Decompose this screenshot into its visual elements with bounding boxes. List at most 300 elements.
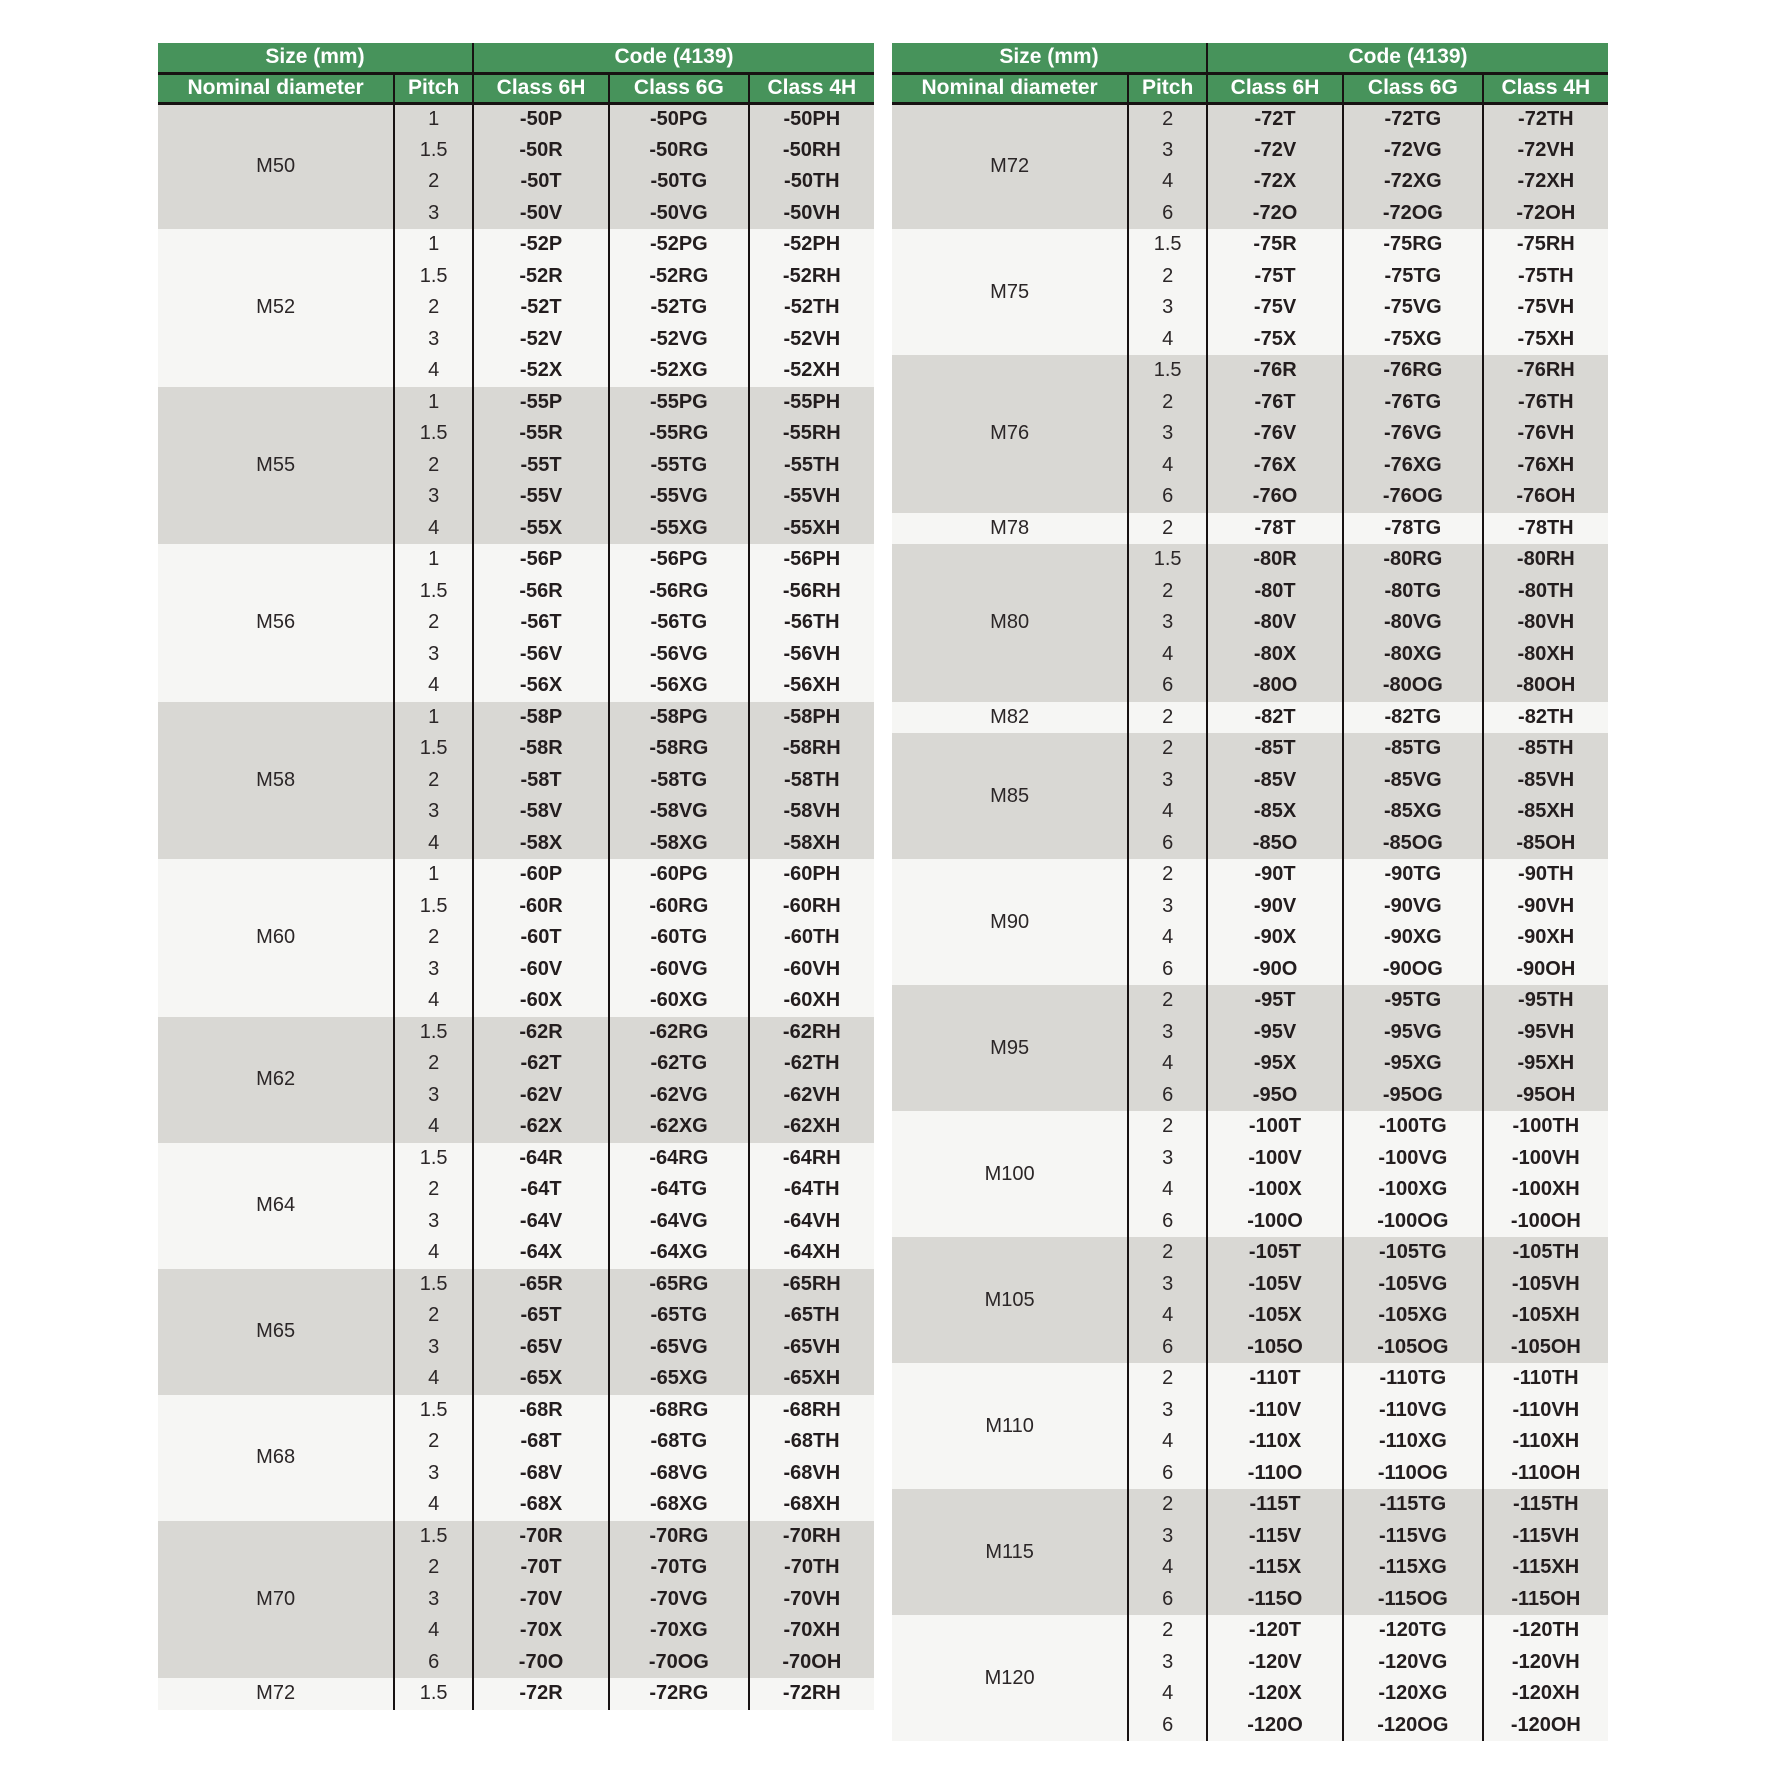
code-class-4h-cell: -110VH xyxy=(1483,1395,1608,1427)
pitch-cell: 4 xyxy=(1128,922,1207,954)
code-class-4h-cell: -56RH xyxy=(749,576,874,608)
pitch-cell: 3 xyxy=(1128,1395,1207,1427)
code-class-6g-cell: -90VG xyxy=(1343,891,1483,923)
pitch-cell: 4 xyxy=(1128,796,1207,828)
code-class-6h-cell: -90O xyxy=(1207,954,1343,986)
code-class-6h-cell: -115O xyxy=(1207,1584,1343,1616)
table-row xyxy=(892,103,1608,135)
pitch-cell: 2 xyxy=(394,166,473,198)
nominal-diameter-cell: M82 xyxy=(892,702,1128,734)
code-class-4h-cell: -62RH xyxy=(749,1017,874,1049)
code-class-6g-cell: -52TG xyxy=(609,292,749,324)
code-class-6h-cell: -70T xyxy=(473,1552,609,1584)
nominal-diameter-cell: M90 xyxy=(892,859,1128,985)
code-class-6g-cell: -52XG xyxy=(609,355,749,387)
pitch-cell: 3 xyxy=(394,481,473,513)
col-header-class-4h: Class 4H xyxy=(1483,73,1608,103)
code-class-6h-cell: -56R xyxy=(473,576,609,608)
code-class-6h-cell: -50V xyxy=(473,198,609,230)
table-row xyxy=(892,1363,1608,1395)
code-class-4h-cell: -50PH xyxy=(749,103,874,135)
code-class-4h-cell: -65TH xyxy=(749,1300,874,1332)
code-class-6g-cell: -80TG xyxy=(1343,576,1483,608)
pitch-cell: 6 xyxy=(1128,828,1207,860)
code-class-6h-cell: -76R xyxy=(1207,355,1343,387)
code-class-4h-cell: -64XH xyxy=(749,1237,874,1269)
code-class-4h-cell: -64VH xyxy=(749,1206,874,1238)
code-class-4h-cell: -72TH xyxy=(1483,103,1608,135)
code-group-header: Code (4139) xyxy=(473,43,874,73)
nominal-diameter-cell: M80 xyxy=(892,544,1128,702)
table-row xyxy=(892,1237,1608,1269)
code-class-6g-cell: -68RG xyxy=(609,1395,749,1427)
code-class-6g-cell: -120TG xyxy=(1343,1615,1483,1647)
code-class-4h-cell: -68XH xyxy=(749,1489,874,1521)
code-class-6g-cell: -105TG xyxy=(1343,1237,1483,1269)
code-class-6h-cell: -80V xyxy=(1207,607,1343,639)
code-class-4h-cell: -62VH xyxy=(749,1080,874,1112)
pitch-cell: 4 xyxy=(394,1615,473,1647)
code-class-6h-cell: -80O xyxy=(1207,670,1343,702)
code-class-6g-cell: -105OG xyxy=(1343,1332,1483,1364)
pitch-cell: 3 xyxy=(394,1206,473,1238)
code-class-6h-cell: -52R xyxy=(473,261,609,293)
code-class-6g-cell: -70TG xyxy=(609,1552,749,1584)
pitch-cell: 4 xyxy=(1128,166,1207,198)
code-class-6g-cell: -90TG xyxy=(1343,859,1483,891)
pitch-cell: 1.5 xyxy=(1128,229,1207,261)
pitch-cell: 2 xyxy=(1128,859,1207,891)
code-class-6g-cell: -58TG xyxy=(609,765,749,797)
pitch-cell: 4 xyxy=(1128,1048,1207,1080)
code-class-6h-cell: -95V xyxy=(1207,1017,1343,1049)
pitch-cell: 2 xyxy=(1128,702,1207,734)
code-class-6h-cell: -100T xyxy=(1207,1111,1343,1143)
pitch-cell: 1 xyxy=(394,544,473,576)
code-class-6g-cell: -50PG xyxy=(609,103,749,135)
code-class-6g-cell: -68VG xyxy=(609,1458,749,1490)
code-class-6h-cell: -76O xyxy=(1207,481,1343,513)
code-class-6h-cell: -90T xyxy=(1207,859,1343,891)
code-class-6h-cell: -90X xyxy=(1207,922,1343,954)
pitch-cell: 1.5 xyxy=(394,418,473,450)
code-class-6h-cell: -105V xyxy=(1207,1269,1343,1301)
code-class-6g-cell: -80RG xyxy=(1343,544,1483,576)
pitch-cell: 2 xyxy=(394,765,473,797)
code-class-6h-cell: -58R xyxy=(473,733,609,765)
nominal-diameter-cell: M85 xyxy=(892,733,1128,859)
code-class-6g-cell: -115TG xyxy=(1343,1489,1483,1521)
code-class-6g-cell: -68XG xyxy=(609,1489,749,1521)
code-class-6g-cell: -115XG xyxy=(1343,1552,1483,1584)
code-class-6h-cell: -85X xyxy=(1207,796,1343,828)
col-header-class-6g: Class 6G xyxy=(1343,73,1483,103)
code-class-6g-cell: -65XG xyxy=(609,1363,749,1395)
pitch-cell: 2 xyxy=(394,1426,473,1458)
code-class-4h-cell: -105VH xyxy=(1483,1269,1608,1301)
code-class-4h-cell: -55RH xyxy=(749,418,874,450)
code-class-4h-cell: -75XH xyxy=(1483,324,1608,356)
table-row xyxy=(892,985,1608,1017)
pitch-cell: 3 xyxy=(394,639,473,671)
table-row xyxy=(892,733,1608,765)
code-class-4h-cell: -75TH xyxy=(1483,261,1608,293)
code-class-4h-cell: -120TH xyxy=(1483,1615,1608,1647)
pitch-cell: 2 xyxy=(1128,1489,1207,1521)
code-class-6h-cell: -75T xyxy=(1207,261,1343,293)
pitch-cell: 1 xyxy=(394,229,473,261)
code-class-6h-cell: -75X xyxy=(1207,324,1343,356)
table-row xyxy=(892,229,1608,261)
code-class-6h-cell: -50P xyxy=(473,103,609,135)
code-class-6g-cell: -56PG xyxy=(609,544,749,576)
table-body xyxy=(892,103,1608,1741)
pitch-cell: 4 xyxy=(394,985,473,1017)
code-class-4h-cell: -70RH xyxy=(749,1521,874,1553)
code-class-6h-cell: -56V xyxy=(473,639,609,671)
code-class-6h-cell: -72X xyxy=(1207,166,1343,198)
code-class-6g-cell: -76VG xyxy=(1343,418,1483,450)
code-class-6h-cell: -80X xyxy=(1207,639,1343,671)
code-class-4h-cell: -68TH xyxy=(749,1426,874,1458)
pitch-cell: 6 xyxy=(394,1647,473,1679)
code-class-6h-cell: -60R xyxy=(473,891,609,923)
code-class-6h-cell: -50R xyxy=(473,135,609,167)
code-class-6g-cell: -82TG xyxy=(1343,702,1483,734)
nominal-diameter-cell: M52 xyxy=(158,229,394,387)
pitch-cell: 3 xyxy=(1128,135,1207,167)
code-class-6g-cell: -75VG xyxy=(1343,292,1483,324)
code-class-6g-cell: -100VG xyxy=(1343,1143,1483,1175)
code-class-6g-cell: -76XG xyxy=(1343,450,1483,482)
col-header-nominal-diameter: Nominal diameter xyxy=(158,73,394,103)
code-group-header: Code (4139) xyxy=(1207,43,1608,73)
code-class-4h-cell: -52XH xyxy=(749,355,874,387)
code-class-4h-cell: -72RH xyxy=(749,1678,874,1710)
code-class-4h-cell: -80VH xyxy=(1483,607,1608,639)
pitch-cell: 6 xyxy=(1128,1332,1207,1364)
code-class-4h-cell: -72XH xyxy=(1483,166,1608,198)
code-class-6h-cell: -65X xyxy=(473,1363,609,1395)
code-class-6h-cell: -120T xyxy=(1207,1615,1343,1647)
code-class-4h-cell: -58VH xyxy=(749,796,874,828)
table-row xyxy=(158,544,874,576)
code-class-6h-cell: -72T xyxy=(1207,103,1343,135)
code-class-6g-cell: -80OG xyxy=(1343,670,1483,702)
pitch-cell: 2 xyxy=(1128,1237,1207,1269)
code-class-6h-cell: -52P xyxy=(473,229,609,261)
code-class-6g-cell: -85TG xyxy=(1343,733,1483,765)
code-class-6h-cell: -82T xyxy=(1207,702,1343,734)
code-class-6h-cell: -75V xyxy=(1207,292,1343,324)
code-class-6g-cell: -85OG xyxy=(1343,828,1483,860)
code-class-4h-cell: -60PH xyxy=(749,859,874,891)
col-header-class-6g: Class 6G xyxy=(609,73,749,103)
code-class-4h-cell: -52PH xyxy=(749,229,874,261)
code-class-6g-cell: -110OG xyxy=(1343,1458,1483,1490)
code-class-6h-cell: -85O xyxy=(1207,828,1343,860)
col-header-nominal-diameter: Nominal diameter xyxy=(892,73,1128,103)
code-class-4h-cell: -78TH xyxy=(1483,513,1608,545)
code-class-4h-cell: -60RH xyxy=(749,891,874,923)
code-class-6h-cell: -58X xyxy=(473,828,609,860)
code-class-6h-cell: -70O xyxy=(473,1647,609,1679)
code-class-4h-cell: -105XH xyxy=(1483,1300,1608,1332)
pitch-cell: 2 xyxy=(394,1552,473,1584)
nominal-diameter-cell: M115 xyxy=(892,1489,1128,1615)
code-class-6g-cell: -120XG xyxy=(1343,1678,1483,1710)
code-class-4h-cell: -95TH xyxy=(1483,985,1608,1017)
pitch-cell: 4 xyxy=(394,1489,473,1521)
code-class-6h-cell: -62R xyxy=(473,1017,609,1049)
table-row xyxy=(892,1489,1608,1521)
code-class-6h-cell: -105X xyxy=(1207,1300,1343,1332)
code-class-6g-cell: -110VG xyxy=(1343,1395,1483,1427)
code-class-6h-cell: -60X xyxy=(473,985,609,1017)
code-class-6h-cell: -62X xyxy=(473,1111,609,1143)
code-class-4h-cell: -56PH xyxy=(749,544,874,576)
code-class-6g-cell: -58XG xyxy=(609,828,749,860)
nominal-diameter-cell: M65 xyxy=(158,1269,394,1395)
code-class-4h-cell: -120VH xyxy=(1483,1647,1608,1679)
code-class-4h-cell: -76TH xyxy=(1483,387,1608,419)
code-class-4h-cell: -115TH xyxy=(1483,1489,1608,1521)
code-class-6g-cell: -65TG xyxy=(609,1300,749,1332)
pitch-cell: 2 xyxy=(394,450,473,482)
code-class-6h-cell: -64X xyxy=(473,1237,609,1269)
code-class-4h-cell: -62XH xyxy=(749,1111,874,1143)
code-class-4h-cell: -82TH xyxy=(1483,702,1608,734)
code-class-6g-cell: -115VG xyxy=(1343,1521,1483,1553)
code-class-4h-cell: -90VH xyxy=(1483,891,1608,923)
code-class-4h-cell: -85XH xyxy=(1483,796,1608,828)
code-class-6h-cell: -115X xyxy=(1207,1552,1343,1584)
code-class-4h-cell: -80XH xyxy=(1483,639,1608,671)
pitch-cell: 2 xyxy=(1128,576,1207,608)
pitch-cell: 2 xyxy=(1128,1615,1207,1647)
pitch-cell: 4 xyxy=(1128,1174,1207,1206)
code-class-4h-cell: -75VH xyxy=(1483,292,1608,324)
code-class-6g-cell: -80VG xyxy=(1343,607,1483,639)
code-class-4h-cell: -55TH xyxy=(749,450,874,482)
code-class-4h-cell: -50RH xyxy=(749,135,874,167)
code-class-4h-cell: -85VH xyxy=(1483,765,1608,797)
code-class-6g-cell: -72XG xyxy=(1343,166,1483,198)
code-class-6h-cell: -62T xyxy=(473,1048,609,1080)
code-class-6g-cell: -62RG xyxy=(609,1017,749,1049)
pitch-cell: 4 xyxy=(1128,1300,1207,1332)
code-class-4h-cell: -55XH xyxy=(749,513,874,545)
pitch-cell: 2 xyxy=(1128,1363,1207,1395)
code-class-6h-cell: -110X xyxy=(1207,1426,1343,1458)
code-class-6h-cell: -100X xyxy=(1207,1174,1343,1206)
code-class-6g-cell: -110TG xyxy=(1343,1363,1483,1395)
nominal-diameter-cell: M58 xyxy=(158,702,394,860)
code-class-4h-cell: -58PH xyxy=(749,702,874,734)
code-class-6g-cell: -70RG xyxy=(609,1521,749,1553)
code-class-6h-cell: -85T xyxy=(1207,733,1343,765)
pitch-cell: 3 xyxy=(394,1080,473,1112)
pitch-cell: 4 xyxy=(394,1237,473,1269)
code-class-6h-cell: -120V xyxy=(1207,1647,1343,1679)
code-class-6h-cell: -70X xyxy=(473,1615,609,1647)
code-class-4h-cell: -115VH xyxy=(1483,1521,1608,1553)
table-row xyxy=(158,859,874,891)
col-header-class-6h: Class 6H xyxy=(1207,73,1343,103)
code-class-6g-cell: -56XG xyxy=(609,670,749,702)
table-row xyxy=(158,1017,874,1049)
pitch-cell: 2 xyxy=(394,1048,473,1080)
pitch-cell: 1.5 xyxy=(394,1521,473,1553)
pitch-cell: 1 xyxy=(394,103,473,135)
code-class-4h-cell: -52TH xyxy=(749,292,874,324)
code-class-6h-cell: -52X xyxy=(473,355,609,387)
table-row xyxy=(892,1615,1608,1647)
code-class-4h-cell: -110TH xyxy=(1483,1363,1608,1395)
code-class-4h-cell: -120XH xyxy=(1483,1678,1608,1710)
code-class-6h-cell: -68R xyxy=(473,1395,609,1427)
code-class-4h-cell: -100XH xyxy=(1483,1174,1608,1206)
table-row xyxy=(892,859,1608,891)
code-class-4h-cell: -95OH xyxy=(1483,1080,1608,1112)
code-class-6h-cell: -68V xyxy=(473,1458,609,1490)
code-class-6g-cell: -65RG xyxy=(609,1269,749,1301)
code-class-4h-cell: -60XH xyxy=(749,985,874,1017)
code-class-6g-cell: -64RG xyxy=(609,1143,749,1175)
code-class-6g-cell: -95OG xyxy=(1343,1080,1483,1112)
size-group-header: Size (mm) xyxy=(892,43,1207,73)
code-class-6h-cell: -50T xyxy=(473,166,609,198)
col-header-pitch: Pitch xyxy=(1128,73,1207,103)
code-class-6g-cell: -95XG xyxy=(1343,1048,1483,1080)
pitch-cell: 2 xyxy=(1128,733,1207,765)
code-class-6g-cell: -60PG xyxy=(609,859,749,891)
code-class-4h-cell: -115OH xyxy=(1483,1584,1608,1616)
nominal-diameter-cell: M62 xyxy=(158,1017,394,1143)
pitch-cell: 3 xyxy=(1128,292,1207,324)
code-class-4h-cell: -105OH xyxy=(1483,1332,1608,1364)
code-class-6g-cell: -95TG xyxy=(1343,985,1483,1017)
code-class-6g-cell: -95VG xyxy=(1343,1017,1483,1049)
nominal-diameter-cell: M72 xyxy=(892,103,1128,229)
code-class-6g-cell: -52PG xyxy=(609,229,749,261)
table-row xyxy=(158,1143,874,1175)
nominal-diameter-cell: M60 xyxy=(158,859,394,1017)
code-class-6h-cell: -85V xyxy=(1207,765,1343,797)
table-body xyxy=(158,103,874,1710)
code-class-4h-cell: -62TH xyxy=(749,1048,874,1080)
table-row xyxy=(158,1269,874,1301)
pitch-cell: 3 xyxy=(1128,765,1207,797)
code-class-4h-cell: -120OH xyxy=(1483,1710,1608,1742)
pitch-cell: 2 xyxy=(394,1174,473,1206)
code-class-4h-cell: -90OH xyxy=(1483,954,1608,986)
code-class-4h-cell: -56XH xyxy=(749,670,874,702)
nominal-diameter-cell: M78 xyxy=(892,513,1128,545)
code-class-6h-cell: -72V xyxy=(1207,135,1343,167)
pitch-cell: 3 xyxy=(394,1584,473,1616)
pitch-cell: 1.5 xyxy=(394,576,473,608)
code-class-4h-cell: -56TH xyxy=(749,607,874,639)
code-class-6h-cell: -115V xyxy=(1207,1521,1343,1553)
code-class-6g-cell: -64XG xyxy=(609,1237,749,1269)
code-class-6g-cell: -90XG xyxy=(1343,922,1483,954)
code-class-4h-cell: -52VH xyxy=(749,324,874,356)
col-header-class-4h: Class 4H xyxy=(749,73,874,103)
nominal-diameter-cell: M70 xyxy=(158,1521,394,1679)
code-class-4h-cell: -75RH xyxy=(1483,229,1608,261)
pitch-cell: 4 xyxy=(394,828,473,860)
code-class-6g-cell: -120VG xyxy=(1343,1647,1483,1679)
pitch-cell: 2 xyxy=(1128,387,1207,419)
code-class-6h-cell: -60V xyxy=(473,954,609,986)
pitch-cell: 3 xyxy=(1128,1269,1207,1301)
pitch-cell: 3 xyxy=(394,324,473,356)
code-class-6h-cell: -68X xyxy=(473,1489,609,1521)
nominal-diameter-cell: M76 xyxy=(892,355,1128,513)
code-class-6g-cell: -85VG xyxy=(1343,765,1483,797)
code-class-4h-cell: -70XH xyxy=(749,1615,874,1647)
code-class-6h-cell: -95T xyxy=(1207,985,1343,1017)
code-class-6g-cell: -55VG xyxy=(609,481,749,513)
code-class-4h-cell: -60TH xyxy=(749,922,874,954)
code-class-6h-cell: -80R xyxy=(1207,544,1343,576)
code-class-4h-cell: -85TH xyxy=(1483,733,1608,765)
code-class-6g-cell: -62VG xyxy=(609,1080,749,1112)
code-class-6g-cell: -50RG xyxy=(609,135,749,167)
code-class-6h-cell: -90V xyxy=(1207,891,1343,923)
pitch-cell: 6 xyxy=(1128,1710,1207,1742)
pitch-cell: 1 xyxy=(394,387,473,419)
code-class-6g-cell: -115OG xyxy=(1343,1584,1483,1616)
code-class-6h-cell: -110O xyxy=(1207,1458,1343,1490)
code-class-6h-cell: -62V xyxy=(473,1080,609,1112)
nominal-diameter-cell: M50 xyxy=(158,103,394,229)
code-class-4h-cell: -70OH xyxy=(749,1647,874,1679)
code-class-4h-cell: -58RH xyxy=(749,733,874,765)
table-row xyxy=(892,513,1608,545)
pitch-cell: 6 xyxy=(1128,670,1207,702)
code-class-6g-cell: -52VG xyxy=(609,324,749,356)
code-class-6g-cell: -56TG xyxy=(609,607,749,639)
pitch-cell: 3 xyxy=(1128,1521,1207,1553)
code-class-6g-cell: -100TG xyxy=(1343,1111,1483,1143)
code-class-4h-cell: -72OH xyxy=(1483,198,1608,230)
code-class-4h-cell: -76VH xyxy=(1483,418,1608,450)
nominal-diameter-cell: M95 xyxy=(892,985,1128,1111)
code-class-6h-cell: -70R xyxy=(473,1521,609,1553)
table-row xyxy=(158,1395,874,1427)
pitch-cell: 3 xyxy=(1128,891,1207,923)
code-class-6g-cell: -50VG xyxy=(609,198,749,230)
nominal-diameter-cell: M75 xyxy=(892,229,1128,355)
code-class-6g-cell: -60TG xyxy=(609,922,749,954)
code-class-4h-cell: -85OH xyxy=(1483,828,1608,860)
nominal-diameter-cell: M64 xyxy=(158,1143,394,1269)
code-class-6g-cell: -60XG xyxy=(609,985,749,1017)
code-class-6h-cell: -58P xyxy=(473,702,609,734)
code-class-4h-cell: -76OH xyxy=(1483,481,1608,513)
code-class-4h-cell: -58TH xyxy=(749,765,874,797)
code-class-4h-cell: -65XH xyxy=(749,1363,874,1395)
nominal-diameter-cell: M100 xyxy=(892,1111,1128,1237)
code-class-6h-cell: -100O xyxy=(1207,1206,1343,1238)
pitch-cell: 4 xyxy=(394,1111,473,1143)
code-class-4h-cell: -90XH xyxy=(1483,922,1608,954)
code-class-6g-cell: -68TG xyxy=(609,1426,749,1458)
pitch-cell: 1.5 xyxy=(394,1678,473,1710)
table-row xyxy=(892,702,1608,734)
